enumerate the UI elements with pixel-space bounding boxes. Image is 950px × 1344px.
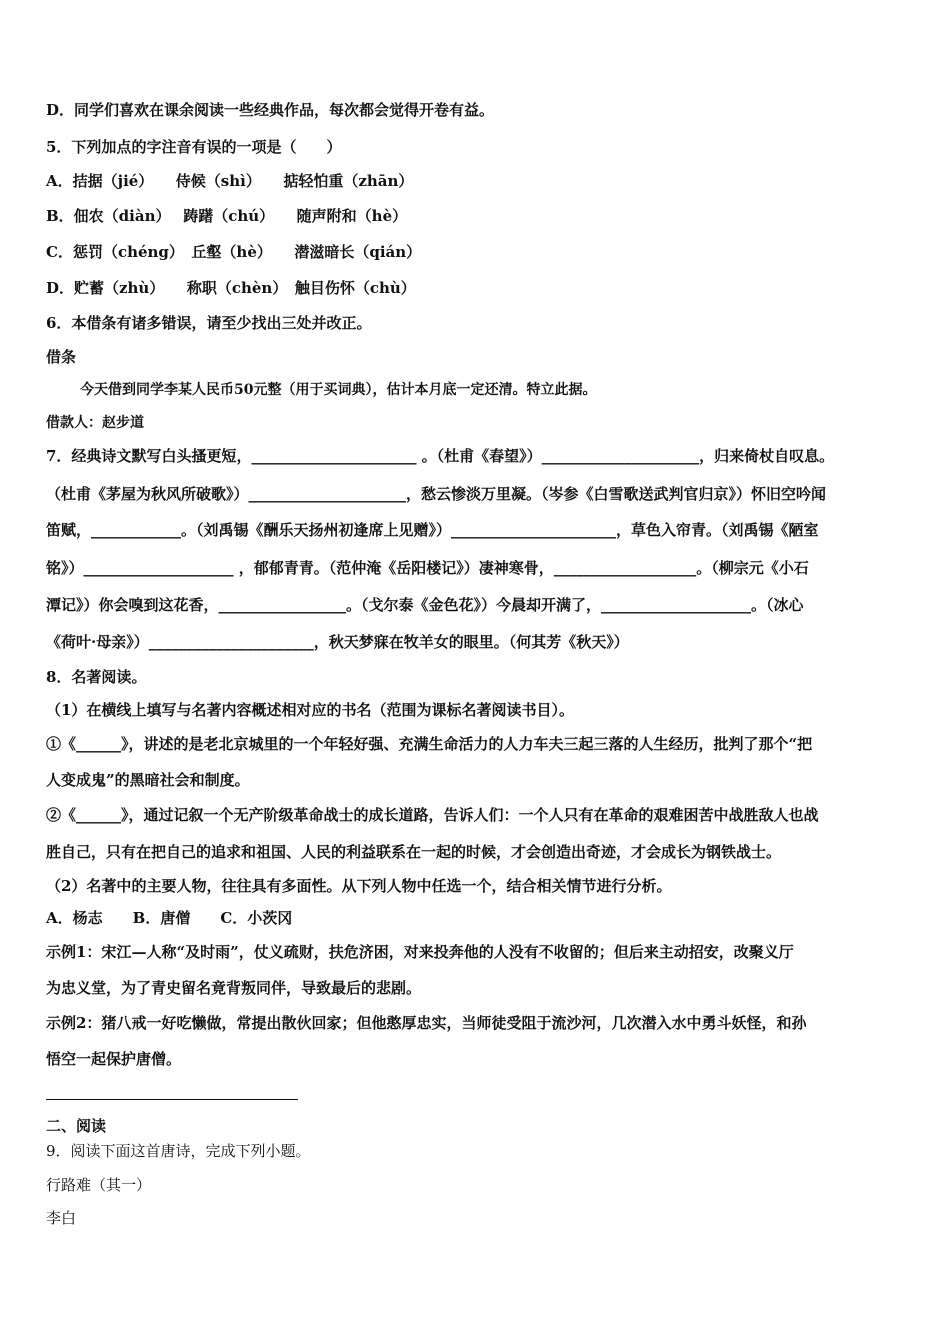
q8-part-2: （2）名著中的主要人物，往往具有多面性。从下列人物中任选一个，结合相关情节进行分析。: [46, 877, 672, 895]
q7-line-4: 铭》）____________________ ，郁郁青青。（范仲淹《岳阳楼记》）凄神寒骨，___________________。（柳宗元《小石: [46, 559, 809, 577]
q8-part-1: （1）在横线上填写与名著内容概述相对应的书名（范围为课标名著阅读书目）。: [46, 701, 574, 719]
q8-options: A．杨志 B．唐僧 C．小茨冈: [46, 909, 293, 927]
poem-author: 李白: [46, 1209, 77, 1227]
q8-example-1-line-2: 为忠义堂，为了青史留名竟背叛同伴，导致最后的悲剧。: [46, 979, 422, 997]
q8-stem: 8．名著阅读。: [46, 668, 147, 686]
q6-note-body: 今天借到同学李某人民币50元整（用于买词典），估计本月底一定还清。特立此据。: [80, 382, 597, 398]
q7-line-6: 《荷叶·母亲》）______________________，秋天梦寐在牧羊女的眼里。（何其芳《秋天》）: [46, 633, 629, 651]
q8-item-2-line-1: ②《______》，通过记叙一个无产阶级革命战士的成长道路，告诉人们：一个人只有在革命的艰难困苦中战胜敌人也战: [46, 806, 819, 824]
q5-option-c: C．惩罚（chéng） 丘壑（hè） 潜滋暗长（qián）: [46, 243, 422, 261]
q6-stem: 6．本借条有诸多错误，请至少找出三处并改正。: [46, 314, 372, 332]
q5-option-a: A．拮据（jié） 侍候（shì） 掂轻怕重（zhān）: [46, 172, 414, 190]
q7-line-5: 潭记》）你会嗅到这花香，_________________。（戈尔泰《金色花》）今晨却开满了，____________________。（冰心: [46, 596, 804, 614]
section-2-heading: 二、阅读: [46, 1117, 107, 1135]
q5-stem: 5．下列加点的字注音有误的一项是（ ）: [46, 138, 342, 156]
q7-line-2: （杜甫《茅屋为秋风所破歌》）_____________________，愁云惨淡万里凝。（岑参《白雪歌送武判官归京》）怀旧空吟闻: [46, 485, 827, 503]
poem-title: 行路难（其一）: [46, 1176, 152, 1194]
q6-note-title: 借条: [46, 348, 77, 366]
q6-note-signature: 借款人：赵步道: [46, 415, 144, 431]
q7-line-1: 7．经典诗文默写白头搔更短，______________________ 。（杜甫《春望》）_____________________，归来倚杖自叹息。: [46, 447, 835, 465]
q8-example-2-line-1: 示例2：猪八戒一好吃懒做，常提出散伙回家；但他憨厚忠实，当师徒受阻于流沙河，几次潜入水中勇斗妖怪，和孙: [46, 1014, 807, 1032]
section-divider: [46, 1099, 298, 1100]
q4-option-d: D．同学们喜欢在课余阅读一些经典作品，每次都会觉得开卷有益。: [46, 101, 495, 119]
q5-option-d: D．贮蓄（zhù） 称职（chèn） 触目伤怀（chù）: [46, 279, 416, 297]
q8-example-1-line-1: 示例1：宋江—人称“及时雨”，仗义疏财，扶危济困，对来投奔他的人没有不收留的；但后来主动招安，改聚义厅: [46, 943, 794, 961]
q7-line-3: 笛赋，____________。（刘禹锡《酬乐天扬州初逢席上见赠》）______________________，草色入帘青。（刘禹锡《陋室: [46, 521, 819, 539]
q8-example-2-line-2: 悟空一起保护唐僧。: [46, 1050, 182, 1068]
q9-stem: 9．阅读下面这首唐诗，完成下列小题。: [46, 1142, 311, 1160]
q8-item-1-line-2: 人变成鬼”的黑暗社会和制度。: [46, 771, 250, 789]
q8-item-1-line-1: ①《______》，讲述的是老北京城里的一个年轻好强、充满生命活力的人力车夫三起三落的人生经历，批判了那个“把: [46, 735, 813, 753]
q5-option-b: B．佃农（diàn） 踌躇（chú） 随声附和（hè）: [46, 207, 408, 225]
q8-item-2-line-2: 胜自己，只有在把自己的追求和祖国、人民的利益联系在一起的时候，才会创造出奇迹，才会成长为钢铁战士。: [46, 843, 782, 861]
